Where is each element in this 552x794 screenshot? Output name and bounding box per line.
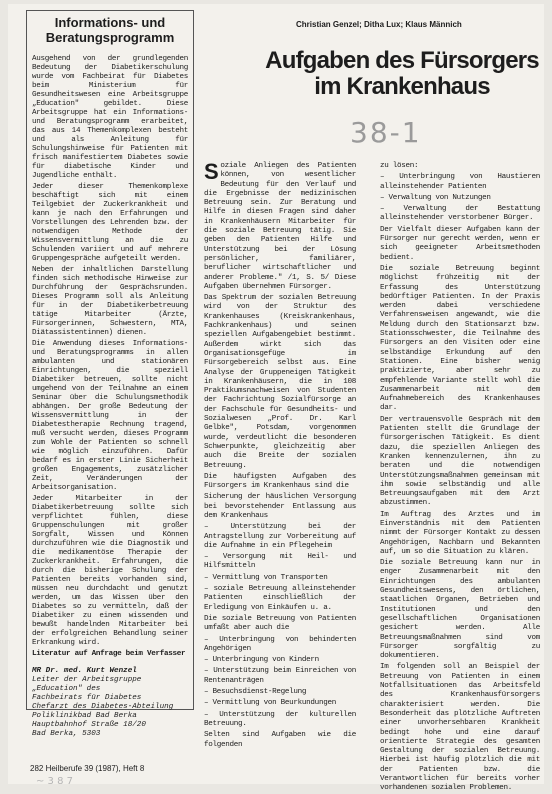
article-paragraph: Der Vielfalt dieser Aufgaben kann der Fürsorger nur gerecht werden, wenn er sich geeigneter Arbeitsmethoden bedient.	[380, 225, 540, 262]
info-sidebar-box	[26, 10, 194, 738]
drop-cap: S	[204, 159, 219, 184]
sidebar-paragraph: Die Anwendung dieses Informations- und Beratungsprogramms in allen ambulanten und stationären Einrichtungen, die speziell Diabetiker betreuen, sollte nicht umgehend von der Teilnahme an einem Seminar über die Schulungsmethodik abhängen. Der große Bedeutung der Wissensvermittlung in der Diabetestherapie Rechnung tragend, muß versucht werden, dieses Programm zum Wohle der Patienten so schnell wie möglich einzuführen. Dafür bedarf es in erster Linie Sicherheit großen Engagements, zusätzlicher Zeit, Veränderungen der Arbeitsorganisation.	[32, 340, 188, 492]
signature-line: Leiter der Arbeitsgruppe „Education" des	[32, 676, 142, 693]
article-column-middle	[204, 159, 356, 749]
article-list-item: – Versorgung mit Heil- und Hilfsmitteln	[204, 553, 356, 571]
signature-line: Chefarzt des Diabetes-Abteilung	[32, 703, 174, 711]
article-column-right	[380, 162, 540, 793]
article-paragraph: Der vertrauensvolle Gespräch mit dem Patienten stellt die Grundlage der fürsorgerischen Tätigkeit. Es dient dazu, die speziellen Anliegen des Kranken kennenzulernen, ihn zu beraten und die notwendigen Unterstützungsmaßnahmen gemeinsam mit ihm sowie selbständig und alle Betreuungsaufgaben mit dem Arzt abzustimmen.	[380, 415, 540, 508]
article-paragraph: Das Spektrum der sozialen Betreuung wird von der Struktur des Krankenhauses (Kreiskrankenhaus, Fachkrankenhaus) und seinen speziellen Aufgabengebiet bestimmt. Außerdem wirkt sich das Organisationsgefüge im Fürsorgebereich selbst aus. Eine Analyse der Gruppeneigen Tätigkeit in Krankenhäusern, die in 108 Praktikumsnachweisen von Studenten der Fachrichtung Sozialfürsorge an der Fachschule für Gesundheits- und Sozialwesen „Prof. Dr. Karl Gelbke", Potsdam, vorgenommen wurde, verdeutlicht die besonderen Schwerpunkte, gleichzeitig aber auch die Breite der sozialen Betreuung.	[204, 294, 356, 470]
article-headline: Aufgaben des Fürsorgers im Krankenhaus	[265, 47, 539, 100]
magazine-page	[8, 4, 544, 793]
article-list-item: – Unterstützung beim Einreichen von Rentenanträgen	[204, 667, 356, 685]
article-paragraph: Die soziale Betreuung beginnt möglichst frühzeitig mit der Erfassung des Unterstützung bedürftiger Patienten. In der Praxis werden dabei verschiedene Verfahrensweisen angewandt, wie die Meldung durch den Stationsarzt bzw. Stationsschwester, die Teilnahme des Fürsorgers an den Visiten oder eine selbständige Erkundung auf den Stationen. Eine bisher wenig praktizierte, aber sehr zu empfehlende Variante stellt wohl die Zusammenarbeit mit dem Aufnahmebereich des Krankenhauses dar.	[380, 264, 540, 413]
sidebar-body	[32, 55, 188, 659]
sidebar-paragraph: Ausgehend von der grundlegenden Bedeutung der Diabetikerschulung wurde vom Fachbeirat für Diabetes beim Ministerium für Gesundheitswesen eine Arbeitsgruppe „Education" gebildet. Diese Arbeitsgruppe hat ein Informations- und Beratungsprogramm erarbeitet, das aus 14 Themenkomplexen besteht und als Anleitung für Schulungshinweise für Patienten mit frisch manifestiertem Diabetes sowie für diabetische Kinder und Jugendliche enthält.	[32, 55, 188, 180]
article-paragraph: Im Auftrag des Arztes und im Einverständnis mit dem Patienten nimmt der Fürsorger Kontakt zu dessen Angehörigen, Nachbarn und Bekannten auf, um so die Situation zu klären.	[380, 510, 540, 556]
article-list-item: – soziale Betreuung alleinstehender Patienten einschließlich der Erledigung von Einkäufen u. a.	[204, 585, 356, 612]
handwritten-footer-note: ~ 3 8 7	[36, 776, 74, 787]
sidebar-literature-note: Literatur auf Anfrage beim Verfasser	[32, 650, 186, 658]
signature-line: MR Dr. med. Kurt Wenzel	[32, 667, 137, 675]
article-paragraph: Selten sind Aufgaben wie die folgenden	[204, 731, 356, 749]
sidebar-paragraph: Jeder Mitarbeiter in der Diabetikerbetreuung sollte sich verpflichtet fühlen, diese Gruppenschulungen mit großer Sorgfalt, Wissen und Können durchzuführen wie die Diagnostik und die medikamentöse Therapie der Zuckerkrankheit. Erfahrungen, die durch die bisherige Schulung der Patienten bereits vorhanden sind, müssen neu durchdacht und genutzt werden, um das Wissen über den Diabetes so zu vermitteln, daß der Diabetiker zu einem wissenden und bewußt handelnden Mitarbeiter bei der erfolgreichen Behandlung seiner Erkrankung wird.	[32, 495, 188, 647]
article-list-item: Sicherung der häuslichen Versorgung bei bevorstehender Entlassung aus dem Krankenhaus	[204, 493, 356, 520]
article-paragraph: Die häufigsten Aufgaben des Fürsorgers im Krankenhaus sind die	[204, 472, 356, 491]
article-paragraph: zu lösen:	[380, 162, 419, 170]
article-list-item: – Verwaltung von Nutzungen	[380, 193, 491, 202]
signature-line: Hauptbahnhof Straße 18/20	[32, 721, 146, 729]
handwritten-note: 38-1	[350, 116, 422, 149]
article-list-item: – Vermittlung von Transporten	[204, 573, 328, 582]
author-signature	[32, 667, 188, 739]
article-list-item: – Unterbringung von Kindern	[204, 656, 319, 665]
page-footer: 282 Heilberufe 39 (1987), Heft 8	[30, 764, 145, 773]
article-paragraph: Im folgenden soll an Beispiel der Betreuung von Patienten in einem Notfallsituationen das Arbeitsfeld des Krankenhausfürsorgers charakterisiert werden. Die Besonderheit das plötzliche Auftreten einer unvorhersehbaren Krankheit bedingt hohe und eine darauf orientierte Strategie des gesamten Gestaltung der sozialen Betreuung. Hierbei ist häufig plötzlich die mit der Patienten bzw. die Verantwortlichen für bereits vorher vorhandenen sozialen Problemen.	[380, 663, 540, 793]
sidebar-title: Informations- und Beratungsprogramm	[45, 15, 175, 45]
article-paragraph-text: oziale Anliegen des Patienten können, von wesentlicher Bedeutung für den Verlauf und die Ergebnisse der medizinischen Betreuung sein. Zur Beratung und Hilfe in diesen Fragen sind daher in Krankenhäusern Mitarbeiter für die soziale Betreuung tätig. Sie geben den Patienten Hilfe und Unterstützung bei der Lösung persönlicher, familiärer, beruflicher wirtschaftlicher und anderer Probleme." /1, S. 5/ Diese Aufgaben übernehmen Fürsorger.	[204, 162, 356, 291]
article-list-item: – Vermittlung von Beurkundungen	[204, 699, 336, 708]
article-list-item: – Unterstützung bei der Antragstellung zur Vorbereitung auf die Aufnahme in ein Pflegeheim	[204, 523, 356, 550]
article-paragraph: Die soziale Betreuung kann nur in enger Zusammenarbeit mit den Einrichtungen des ambulanten Gesundheitswesens, den örtlichen, staatlichen Organen, Betrieben und Institutionen und den gesellschaftlichen Organisationen gesichert werden. Alle Betreuungsmaßnahmen sind vom Fürsorger sorgfältig zu dokumentieren.	[380, 559, 540, 661]
article-paragraph: Die soziale Betreuung von Patienten umfaßt aber auch die	[204, 614, 356, 633]
signature-line: Poliklinikbad Bad Berka	[32, 712, 137, 720]
article-list-item: – Verwaltung der Bestattung alleinstehender verstorbener Bürger.	[380, 205, 540, 223]
signature-line: Fachbeirats für Diabetes	[32, 694, 142, 702]
sidebar-paragraph: Jeder dieser Themenkomplexe beschäftigt sich mit einem Teilgebiet der Zuckerkrankheit und kann je nach den Erfahrungen und Vorstellungen des Lehrenden bzw. der notwendigen Methode der Wissensvermittlung an die zu Schulenden variiert und auf mehrere Gruppengespräche aufgeteilt werden.	[32, 183, 188, 263]
article-list-item: – Unterbringung von behinderten Angehörigen	[204, 635, 356, 653]
signature-line: Bad Berka, 5303	[32, 730, 101, 738]
article-paragraph	[204, 159, 356, 292]
article-authors: Christian Genzel; Ditha Lux; Klaus Männich	[296, 20, 462, 29]
sidebar-paragraph: Neben der inhaltlichen Darstellung finden sich methodische Hinweise zur Durchführung der Gesprächsrunden. Dieses Programm soll als Anleitung für in der Diabetikerbetreuung tätige Mitarbeiter (Ärzte, Fürsorgerinnen, Schwestern, MTA, Diätassistentinnen) dienen.	[32, 266, 188, 337]
article-list-item: – Unterbringung von Haustieren alleinstehender Patienten	[380, 173, 540, 191]
article-list-item: – Besuchsdienst-Regelung	[204, 688, 307, 697]
article-list-item: – Unterstützung der kulturellen Betreuung.	[204, 710, 356, 728]
